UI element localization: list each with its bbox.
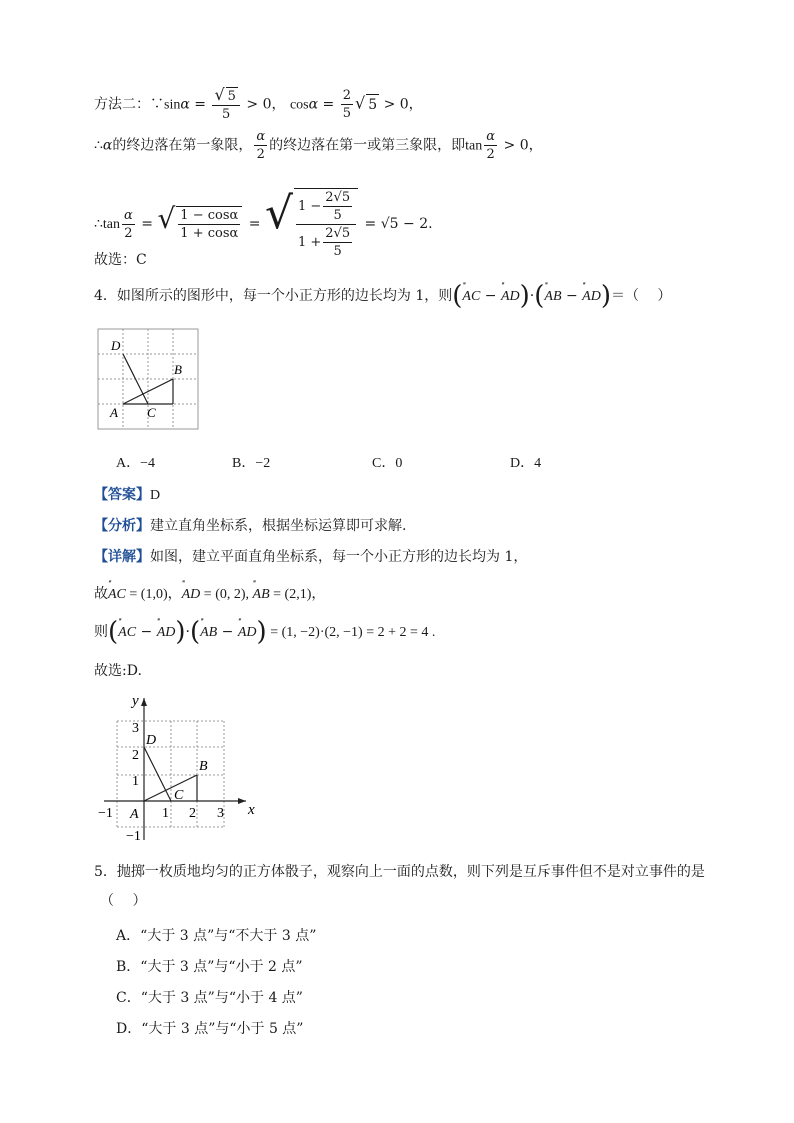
den-5: 5 bbox=[222, 107, 231, 122]
answer-value: D bbox=[150, 488, 161, 503]
tick-y-2: 2 bbox=[132, 748, 139, 763]
tick-x-2: 2 bbox=[189, 806, 196, 821]
question-5-paren: （ ） bbox=[100, 893, 147, 909]
coords-row bbox=[94, 584, 325, 605]
cos-text: cos bbox=[289, 97, 309, 113]
ad-value: = (0, 2), bbox=[200, 587, 253, 602]
detail-row bbox=[94, 547, 527, 567]
ab-value: = (2,1)， bbox=[269, 587, 326, 602]
conclusion: 故选:D. bbox=[94, 663, 142, 679]
one-minus: 1 − bbox=[297, 199, 322, 214]
half-alpha-fraction: $\frac{\alpha}{2}$ bbox=[256, 129, 266, 162]
method2-line: 方法二：∵sinα = $\frac{√ 5}{5}$ > 0， cosα = $\frac{2}{5}$ √ 5 > 0， bbox=[94, 85, 423, 122]
quadrant-text-2: 的终边落在第一或第三象限，即 bbox=[269, 137, 466, 154]
den-2: 2 bbox=[256, 147, 265, 162]
option-c[interactable]: C．0 bbox=[372, 456, 403, 471]
equals: = bbox=[189, 96, 211, 113]
vec-ab: ′′′ AB bbox=[544, 287, 561, 307]
coord-label-a: A bbox=[130, 807, 139, 822]
q4-tail: ＝（ ） bbox=[610, 288, 672, 304]
cos-coef-fraction: $\frac{2}{5}$ bbox=[342, 88, 351, 121]
option-b[interactable]: B．−2 bbox=[232, 456, 271, 471]
therefore-symbol: ∴ bbox=[94, 137, 103, 154]
tick-y-3: 3 bbox=[132, 721, 139, 736]
analysis-row bbox=[94, 516, 406, 536]
label-b: B bbox=[174, 362, 182, 377]
gt-zero-a: > 0， bbox=[241, 96, 286, 113]
q4-grid-figure bbox=[96, 327, 200, 431]
coordinate-figure bbox=[96, 690, 266, 846]
sqrt5-num: 5 bbox=[227, 89, 236, 104]
q5-option-b[interactable]: B．“大于 3 点”与“小于 2 点” bbox=[116, 959, 303, 975]
vec-ad: ′′′ AD bbox=[501, 287, 520, 307]
answer-tag: 【答案】 bbox=[94, 487, 150, 503]
coord-label-b: B bbox=[199, 759, 208, 774]
option-a[interactable]: A．−4 bbox=[116, 456, 156, 471]
y-axis-arrow bbox=[141, 698, 147, 706]
label-d: D bbox=[111, 338, 121, 353]
label-a: A bbox=[110, 405, 118, 420]
q5-option-a[interactable]: A．“大于 3 点”与“不大于 3 点” bbox=[116, 928, 317, 944]
q4-stem-text: 4．如图所示的图形中，每一个小正方形的边长均为 1，则 bbox=[94, 288, 453, 304]
quadrant-text-1: 的终边落在第一象限， bbox=[112, 137, 253, 154]
one-plus-cos: 1 + cosα bbox=[180, 226, 239, 241]
question-4-stem: 4．如图所示的图形中，每一个小正方形的边长均为 1，则(′′′ AC − ′′′ AD)·(′′′ AB − ′′′ AD)＝（ ） bbox=[94, 286, 671, 307]
half-alpha-fraction-2: $\frac{\alpha}{2}$ bbox=[486, 129, 496, 162]
vec-ac-2: ′′′ AC bbox=[108, 585, 126, 605]
gt-zero: > 0， bbox=[499, 137, 543, 154]
answer-line-3: 故选：C bbox=[94, 252, 147, 268]
ac-value: = (1,0)， bbox=[125, 587, 182, 602]
sin-text: sin bbox=[164, 97, 181, 113]
x-axis-label: x bbox=[248, 802, 255, 818]
calc-row: 则(′′′ AC − ′′′ AD)·(′′′ AB − ′′′ AD) = (1, −2)·(2, −1) = 2 + 2 = 4 . bbox=[94, 622, 435, 643]
detail-text: 如图，建立平面直角坐标系，每一个小正方形的边长均为 1， bbox=[150, 549, 528, 565]
tick-x-3: 3 bbox=[217, 806, 224, 821]
coords-prefix: 故 bbox=[94, 586, 108, 602]
x-axis-arrow bbox=[238, 798, 246, 804]
analysis-tag: 【分析】 bbox=[94, 518, 150, 534]
tick-x-neg1: −1 bbox=[98, 806, 113, 821]
alpha-symbol: α bbox=[180, 96, 190, 113]
vec-ac: ′′′ AC bbox=[462, 287, 480, 307]
tick-y-neg1: −1 bbox=[126, 829, 141, 844]
num-2: 2 bbox=[342, 88, 351, 103]
question-5-stem: 5．抛掷一枚质地均匀的正方体骰子，观察向上一面的点数，则下列是互斥事件但不是对立事件的是 bbox=[94, 864, 705, 880]
therefore-symbol-2: ∴ bbox=[94, 216, 103, 232]
sqrt5-b: 5 bbox=[366, 94, 379, 115]
vec-ab-2: ′′′ AB bbox=[253, 585, 270, 605]
result: = √5 − 2. bbox=[360, 216, 433, 232]
calc-result: = (1, −2)·(2, −1) = 2 + 2 = 4 . bbox=[266, 625, 436, 640]
vec-ad-2: ′′′ AD bbox=[582, 287, 601, 307]
nested-fraction: 1 − $\frac{2√5}{5}$ 1 + $\frac{2√5}{5}$ bbox=[294, 188, 358, 260]
tick-x-1: 1 bbox=[162, 806, 169, 821]
half-alpha-fraction-3: $\frac{\alpha}{2}$ bbox=[124, 207, 133, 241]
q5-option-d[interactable]: D．“大于 3 点”与“小于 5 点” bbox=[116, 1021, 304, 1037]
label-c: C bbox=[147, 405, 156, 420]
vec-ad-3: ′′′ AD bbox=[182, 585, 201, 605]
cos-ratio-fraction bbox=[176, 206, 242, 242]
axes bbox=[104, 698, 246, 840]
one-plus: 1 + bbox=[297, 235, 322, 250]
tan-text: tan bbox=[465, 138, 483, 154]
method-label: 方法二： bbox=[94, 96, 150, 113]
one-minus-cos: 1 − cosα bbox=[180, 208, 239, 223]
option-d[interactable]: D．4 bbox=[510, 456, 542, 471]
analysis-text: 建立直角坐标系，根据坐标运算即可求解. bbox=[150, 518, 407, 534]
q5-option-c[interactable]: C．“大于 3 点”与“小于 4 点” bbox=[116, 990, 303, 1006]
calc-prefix: 则 bbox=[94, 624, 108, 640]
detail-tag: 【详解】 bbox=[94, 549, 150, 565]
coord-label-d: D bbox=[146, 733, 157, 748]
y-axis-label: y bbox=[132, 693, 139, 709]
tan-text-2: tan bbox=[102, 217, 121, 232]
tan-half-line: ∴tan $\frac{\alpha}{2}$ = √ $\frac{1 - \cos\alpha}{1 + \cos\alpha}$ = √ 1 − $\frac{2√5}{5}$ 1 + $\frac{2√5}{5}$ = √5 − 2. bbox=[94, 188, 433, 259]
sin-value-fraction: $\frac{√ 5}{5}$ bbox=[212, 86, 239, 123]
quadrant-line: ∴α的终边落在第一象限， $\frac{\alpha}{2}$ 的终边落在第一或第三象限，即tan $\frac{\alpha}{2}$ > 0， bbox=[94, 129, 543, 162]
tick-y-1: 1 bbox=[132, 774, 139, 789]
because-symbol: ∵ bbox=[150, 96, 164, 113]
gt-zero-b: > 0， bbox=[379, 96, 423, 113]
coord-label-c: C bbox=[174, 788, 184, 803]
answer-row bbox=[94, 485, 160, 506]
